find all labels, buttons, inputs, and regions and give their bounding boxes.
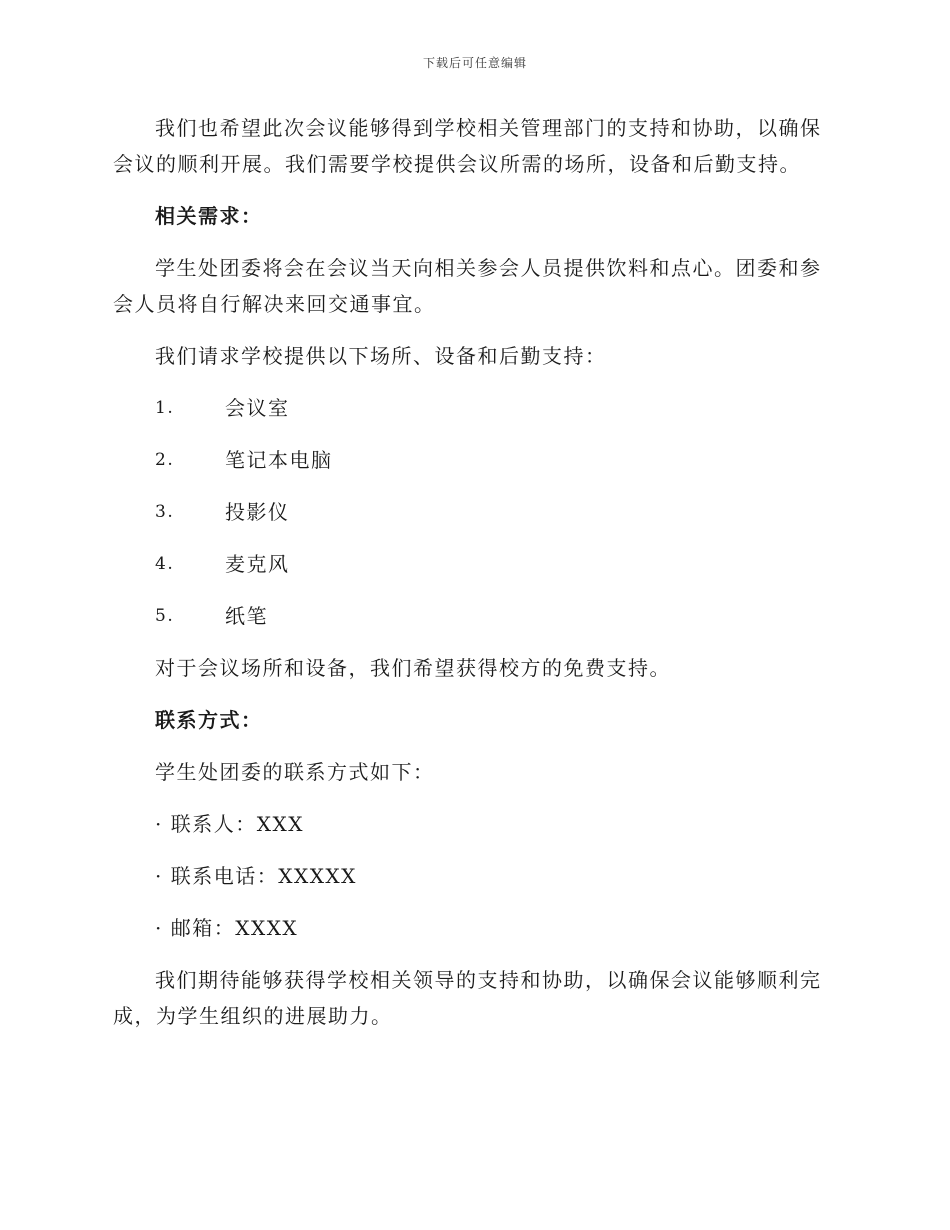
page-header: 下载后可任意编辑 [422, 56, 527, 70]
request-line: 我们请求学校提供以下场所、设备和后勤支持： [155, 344, 607, 368]
list-number: 1. [155, 398, 175, 418]
contact-intro: 学生处团委的联系方式如下： [155, 760, 435, 784]
contact-phone: · 联系电话：XXXXX [155, 864, 357, 888]
list-number: 5. [155, 606, 175, 626]
intro-paragraph: 我们也希望此次会议能够得到学校相关管理部门的支持和协助，以确保会议的顺利开展。我们需要学校提供会议所需的场所，设备和后勤支持。 [113, 116, 822, 176]
closing-paragraph: 我们期待能够获得学校相关领导的支持和协助，以确保会议能够顺利完成，为学生组织的进展助力。 [113, 968, 822, 1028]
list-text: 纸笔 [225, 604, 268, 628]
list-item [113, 390, 833, 426]
contact-heading: 联系方式： [155, 708, 263, 732]
list-item [113, 494, 833, 530]
list-item [113, 442, 833, 478]
contact-person: · 联系人：XXX [155, 812, 304, 836]
list-text: 笔记本电脑 [225, 448, 333, 472]
list-item [113, 598, 833, 634]
list-item [113, 546, 833, 582]
list-text: 麦克风 [225, 552, 290, 576]
contact-email: · 邮箱：XXXX [155, 916, 299, 940]
free-support-paragraph: 对于会议场所和设备，我们希望获得校方的免费支持。 [155, 656, 671, 680]
list-text: 投影仪 [225, 500, 290, 524]
document-body [113, 110, 833, 1050]
list-number: 4. [155, 554, 175, 574]
needs-heading: 相关需求： [155, 204, 263, 228]
list-number: 3. [155, 502, 175, 522]
list-number: 2. [155, 450, 175, 470]
needs-paragraph: 学生处团委将会在会议当天向相关参会人员提供饮料和点心。团委和参会人员将自行解决来回交通事宜。 [113, 256, 822, 316]
list-text: 会议室 [225, 396, 290, 420]
